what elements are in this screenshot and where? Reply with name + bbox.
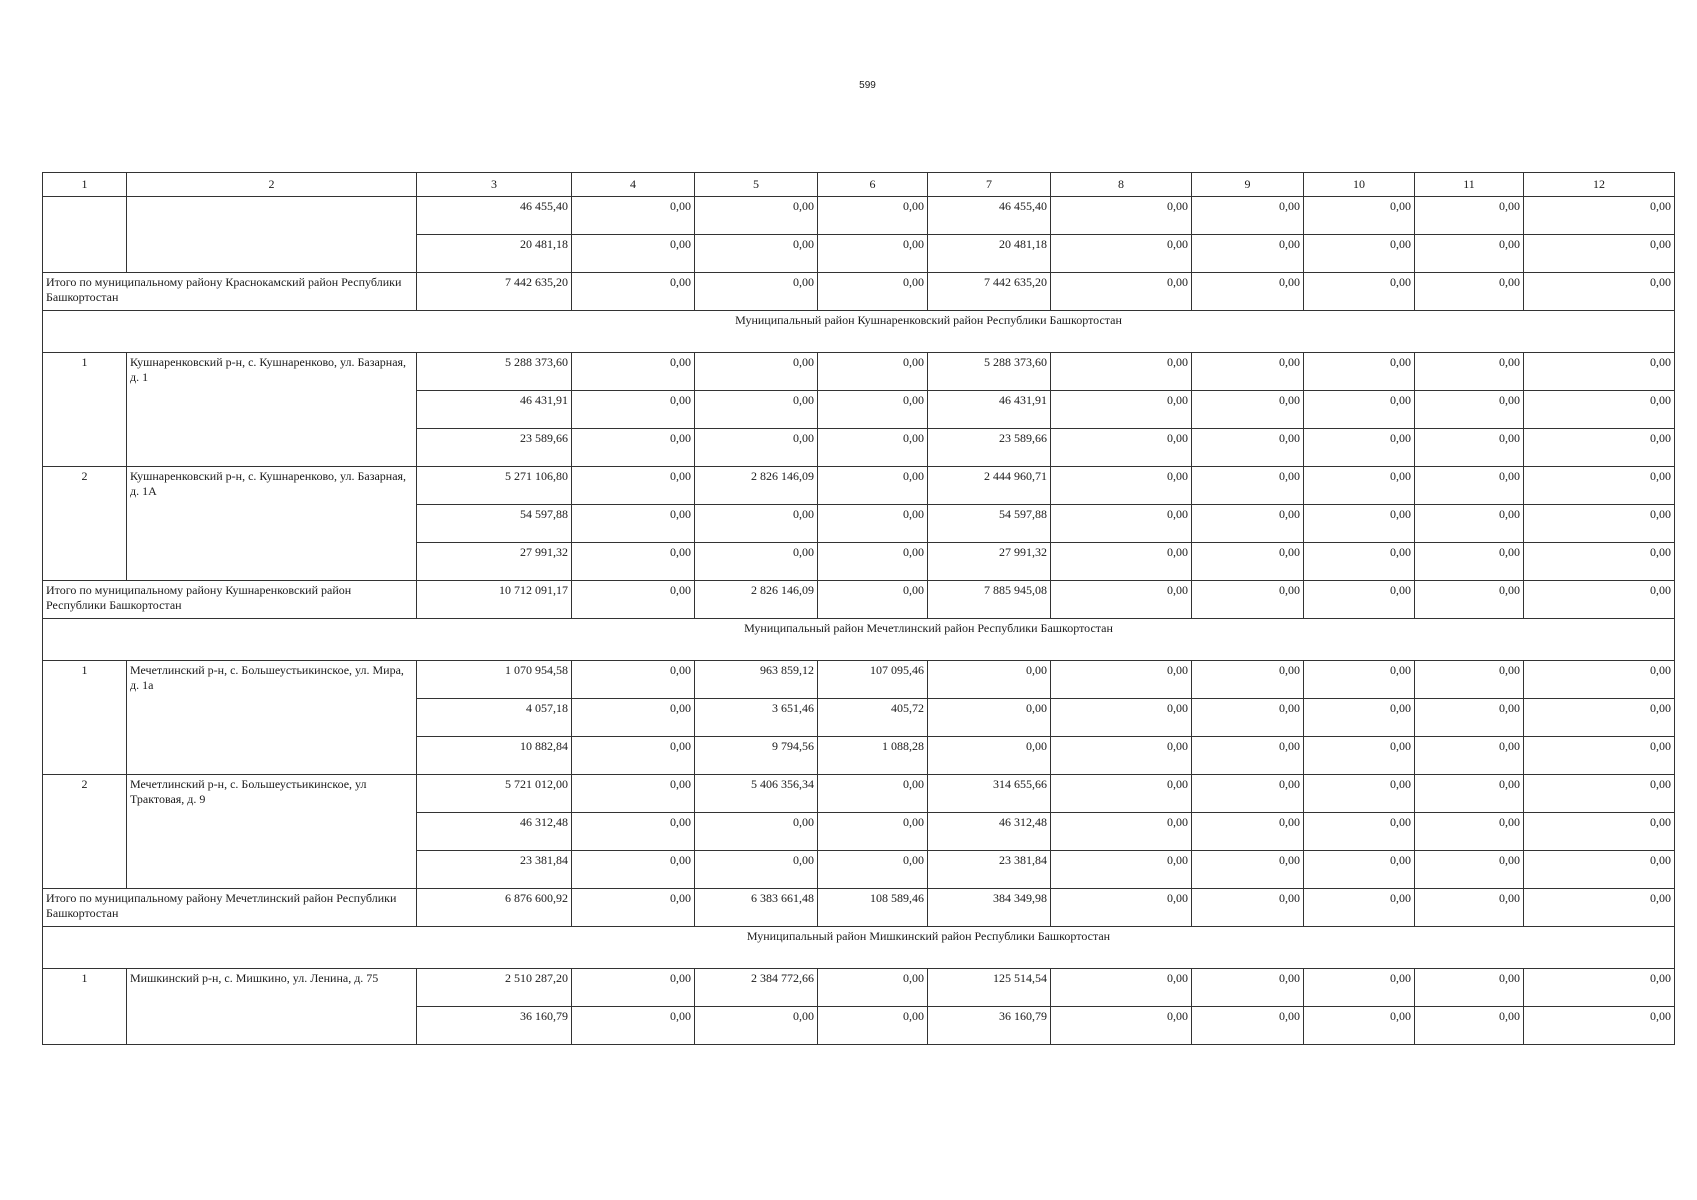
row-address: Кушнаренковский р-н, с. Кушнаренково, ул. Базарная, д. 1 xyxy=(127,353,417,467)
column-header: 6 xyxy=(818,173,928,197)
section-label: Муниципальный район Кушнаренковский район Республики Башкортостан xyxy=(735,313,1122,327)
table-cell: 0,00 xyxy=(1304,775,1415,813)
table-cell: 0,00 xyxy=(1524,969,1675,1007)
table-cell: 0,00 xyxy=(1304,467,1415,505)
table-cell: 0,00 xyxy=(1304,699,1415,737)
table-cell: 0,00 xyxy=(695,197,818,235)
table-cell: 0,00 xyxy=(695,429,818,467)
table-cell: 0,00 xyxy=(1304,889,1415,927)
table-cell: 0,00 xyxy=(1051,1007,1192,1045)
table-cell: 2 826 146,09 xyxy=(695,581,818,619)
section-row xyxy=(43,311,1675,353)
table-cell: 0,00 xyxy=(1524,737,1675,775)
table-cell: 0,00 xyxy=(1524,353,1675,391)
total-label: Итого по муниципальному району Мечетлинский район Республики Башкортостан xyxy=(43,889,417,927)
table-cell: 0,00 xyxy=(1051,813,1192,851)
table-cell: 0,00 xyxy=(1415,505,1524,543)
table-cell: 0,00 xyxy=(818,851,928,889)
column-header: 4 xyxy=(572,173,695,197)
table-cell: 0,00 xyxy=(1051,505,1192,543)
table-cell: 0,00 xyxy=(1051,429,1192,467)
section-label: Муниципальный район Мечетлинский район Республики Башкортостан xyxy=(744,621,1113,635)
table-cell: 6 383 661,48 xyxy=(695,889,818,927)
table-cell: 0,00 xyxy=(1304,969,1415,1007)
table-cell: 0,00 xyxy=(1051,235,1192,273)
table-cell: 46 431,91 xyxy=(928,391,1051,429)
table-cell: 107 095,46 xyxy=(818,661,928,699)
column-header: 9 xyxy=(1192,173,1304,197)
table-cell: 0,00 xyxy=(1192,197,1304,235)
table-cell: 0,00 xyxy=(695,543,818,581)
table-cell: 0,00 xyxy=(572,353,695,391)
row-address: Мишкинский р-н, с. Мишкино, ул. Ленина, д. 75 xyxy=(127,969,417,1045)
table-cell: 0,00 xyxy=(1415,661,1524,699)
table-cell: 0,00 xyxy=(1192,505,1304,543)
table-cell: 0,00 xyxy=(1192,391,1304,429)
table-cell: 0,00 xyxy=(572,813,695,851)
section-label: Муниципальный район Мишкинский район Республики Башкортостан xyxy=(746,929,1111,943)
table-cell: 0,00 xyxy=(1415,235,1524,273)
table-cell: 0,00 xyxy=(1304,813,1415,851)
table-cell: 0,00 xyxy=(1192,969,1304,1007)
table-cell: 0,00 xyxy=(1524,505,1675,543)
table-cell: 0,00 xyxy=(1304,661,1415,699)
table-cell: 0,00 xyxy=(695,391,818,429)
table-cell: 2 444 960,71 xyxy=(928,467,1051,505)
table-cell: 0,00 xyxy=(1524,391,1675,429)
table-cell: 0,00 xyxy=(572,889,695,927)
table-cell: 0,00 xyxy=(572,391,695,429)
table-cell: 0,00 xyxy=(1415,353,1524,391)
section-title xyxy=(43,311,1675,353)
table-cell: 0,00 xyxy=(818,391,928,429)
total-label: Итого по муниципальному району Краснокамский район Республики Башкортостан xyxy=(43,273,417,311)
column-header: 3 xyxy=(417,173,572,197)
table-cell: 1 088,28 xyxy=(818,737,928,775)
table-cell: 0,00 xyxy=(1524,467,1675,505)
table-cell: 10 882,84 xyxy=(417,737,572,775)
table-cell: 0,00 xyxy=(818,429,928,467)
table-cell: 0,00 xyxy=(695,813,818,851)
table-cell: 0,00 xyxy=(1051,699,1192,737)
table-cell: 46 455,40 xyxy=(928,197,1051,235)
table-cell: 0,00 xyxy=(1192,661,1304,699)
table-cell: 5 271 106,80 xyxy=(417,467,572,505)
table-cell: 0,00 xyxy=(1051,197,1192,235)
table-cell: 0,00 xyxy=(1192,889,1304,927)
table-cell: 0,00 xyxy=(1415,1007,1524,1045)
table-cell: 0,00 xyxy=(818,581,928,619)
table-cell: 0,00 xyxy=(695,235,818,273)
row-index: 2 xyxy=(43,467,127,581)
table-cell: 0,00 xyxy=(572,467,695,505)
table-cell: 0,00 xyxy=(1304,505,1415,543)
table-cell: 0,00 xyxy=(1524,813,1675,851)
table-cell: 0,00 xyxy=(1192,1007,1304,1045)
table-cell: 0,00 xyxy=(1192,353,1304,391)
table-cell: 0,00 xyxy=(572,661,695,699)
table-cell: 20 481,18 xyxy=(928,235,1051,273)
table-cell: 0,00 xyxy=(1051,889,1192,927)
table-cell: 0,00 xyxy=(1524,889,1675,927)
table-cell: 0,00 xyxy=(1304,543,1415,581)
table-cell: 0,00 xyxy=(1524,1007,1675,1045)
table-cell: 5 406 356,34 xyxy=(695,775,818,813)
table-cell: 0,00 xyxy=(572,273,695,311)
table-cell: 0,00 xyxy=(1192,737,1304,775)
table-cell: 0,00 xyxy=(572,699,695,737)
table-row xyxy=(43,467,1675,505)
table-cell: 0,00 xyxy=(818,775,928,813)
table-cell: 0,00 xyxy=(1051,273,1192,311)
table-cell: 2 826 146,09 xyxy=(695,467,818,505)
table-cell: 0,00 xyxy=(818,197,928,235)
table-cell: 108 589,46 xyxy=(818,889,928,927)
table-cell: 0,00 xyxy=(1304,737,1415,775)
table-cell: 0,00 xyxy=(928,737,1051,775)
table-cell: 23 381,84 xyxy=(417,851,572,889)
table-cell: 0,00 xyxy=(1304,429,1415,467)
table-cell: 0,00 xyxy=(818,543,928,581)
table-cell: 0,00 xyxy=(1524,775,1675,813)
table-cell: 0,00 xyxy=(1051,737,1192,775)
table-cell: 1 070 954,58 xyxy=(417,661,572,699)
table-cell: 0,00 xyxy=(818,505,928,543)
table-cell: 0,00 xyxy=(572,775,695,813)
table-cell: 0,00 xyxy=(1304,197,1415,235)
column-header: 8 xyxy=(1051,173,1192,197)
table-cell: 36 160,79 xyxy=(928,1007,1051,1045)
table-cell: 0,00 xyxy=(1304,1007,1415,1045)
table-cell: 0,00 xyxy=(572,851,695,889)
table-cell: 0,00 xyxy=(1415,889,1524,927)
data-table xyxy=(42,172,1675,1045)
table-cell: 0,00 xyxy=(1415,851,1524,889)
table-cell: 5 288 373,60 xyxy=(417,353,572,391)
column-header: 5 xyxy=(695,173,818,197)
table-cell: 0,00 xyxy=(695,1007,818,1045)
total-row xyxy=(43,889,1675,927)
table-cell: 0,00 xyxy=(572,737,695,775)
section-row xyxy=(43,619,1675,661)
table-cell: 9 794,56 xyxy=(695,737,818,775)
table-cell: 963 859,12 xyxy=(695,661,818,699)
table-cell: 0,00 xyxy=(1304,391,1415,429)
table-row xyxy=(43,353,1675,391)
table-cell: 0,00 xyxy=(818,353,928,391)
row-index: 1 xyxy=(43,969,127,1045)
row-address: Мечетлинский р-н, с. Большеустьикинское, ул. Мира, д. 1а xyxy=(127,661,417,775)
table-cell: 6 876 600,92 xyxy=(417,889,572,927)
table-cell: 20 481,18 xyxy=(417,235,572,273)
table-cell: 0,00 xyxy=(1051,467,1192,505)
table-cell: 0,00 xyxy=(572,581,695,619)
table-cell: 0,00 xyxy=(1524,581,1675,619)
table-cell: 0,00 xyxy=(1415,273,1524,311)
table-cell: 0,00 xyxy=(1051,775,1192,813)
table-cell: 5 721 012,00 xyxy=(417,775,572,813)
table-cell: 0,00 xyxy=(1524,197,1675,235)
table-cell: 0,00 xyxy=(572,1007,695,1045)
table-cell: 0,00 xyxy=(1415,775,1524,813)
table-cell: 0,00 xyxy=(1192,581,1304,619)
table-cell: 0,00 xyxy=(1192,699,1304,737)
table-cell: 10 712 091,17 xyxy=(417,581,572,619)
table-cell: 0,00 xyxy=(1415,969,1524,1007)
table-cell: 0,00 xyxy=(1415,699,1524,737)
row-index: 1 xyxy=(43,353,127,467)
table-cell: 46 455,40 xyxy=(417,197,572,235)
table-cell: 0,00 xyxy=(818,969,928,1007)
table-cell: 0,00 xyxy=(572,429,695,467)
column-header: 12 xyxy=(1524,173,1675,197)
table-row xyxy=(43,197,1675,235)
row-address xyxy=(127,197,417,273)
table-cell: 23 589,66 xyxy=(417,429,572,467)
column-header: 10 xyxy=(1304,173,1415,197)
table-cell: 4 057,18 xyxy=(417,699,572,737)
table-cell: 0,00 xyxy=(928,699,1051,737)
table-cell: 125 514,54 xyxy=(928,969,1051,1007)
table-cell: 0,00 xyxy=(572,197,695,235)
table-cell: 0,00 xyxy=(695,505,818,543)
table-cell: 0,00 xyxy=(1051,851,1192,889)
table-cell: 384 349,98 xyxy=(928,889,1051,927)
table-cell: 0,00 xyxy=(1192,851,1304,889)
table-cell: 0,00 xyxy=(1524,699,1675,737)
table-cell: 27 991,32 xyxy=(417,543,572,581)
row-index: 2 xyxy=(43,775,127,889)
table-cell: 0,00 xyxy=(1192,235,1304,273)
table-cell: 0,00 xyxy=(572,969,695,1007)
total-row xyxy=(43,273,1675,311)
table-cell: 0,00 xyxy=(1304,353,1415,391)
table-cell: 0,00 xyxy=(1304,581,1415,619)
table-cell: 0,00 xyxy=(1524,661,1675,699)
total-row xyxy=(43,581,1675,619)
table-cell: 54 597,88 xyxy=(417,505,572,543)
table-cell: 0,00 xyxy=(1192,775,1304,813)
table-cell: 0,00 xyxy=(1415,467,1524,505)
table-cell: 0,00 xyxy=(1192,813,1304,851)
section-row xyxy=(43,927,1675,969)
table-cell: 0,00 xyxy=(1304,273,1415,311)
table-cell: 0,00 xyxy=(1524,851,1675,889)
table-cell: 0,00 xyxy=(572,505,695,543)
table-cell: 0,00 xyxy=(1415,813,1524,851)
table-cell: 0,00 xyxy=(1524,273,1675,311)
table-cell: 0,00 xyxy=(1051,581,1192,619)
table-cell: 0,00 xyxy=(1415,391,1524,429)
table-cell: 46 431,91 xyxy=(417,391,572,429)
table-cell: 7 885 945,08 xyxy=(928,581,1051,619)
table-cell: 0,00 xyxy=(818,813,928,851)
table-cell: 0,00 xyxy=(1051,661,1192,699)
table-cell: 0,00 xyxy=(1524,429,1675,467)
table-cell: 0,00 xyxy=(1051,969,1192,1007)
table-cell: 5 288 373,60 xyxy=(928,353,1051,391)
table-cell: 3 651,46 xyxy=(695,699,818,737)
table-cell: 0,00 xyxy=(695,851,818,889)
column-header: 2 xyxy=(127,173,417,197)
table-cell: 0,00 xyxy=(1051,391,1192,429)
table-cell: 27 991,32 xyxy=(928,543,1051,581)
header-row xyxy=(43,173,1675,197)
table-cell: 23 589,66 xyxy=(928,429,1051,467)
table-cell: 0,00 xyxy=(1524,543,1675,581)
table-cell: 54 597,88 xyxy=(928,505,1051,543)
table-cell: 0,00 xyxy=(818,1007,928,1045)
total-label: Итого по муниципальному району Кушнаренковский район Республики Башкортостан xyxy=(43,581,417,619)
table-cell: 0,00 xyxy=(1524,235,1675,273)
table-cell: 0,00 xyxy=(1415,197,1524,235)
table-cell: 0,00 xyxy=(695,273,818,311)
row-index xyxy=(43,197,127,273)
table-row xyxy=(43,661,1675,699)
page-number: 599 xyxy=(859,80,876,91)
table-cell: 0,00 xyxy=(1192,273,1304,311)
table-cell: 0,00 xyxy=(695,353,818,391)
table-cell: 0,00 xyxy=(1192,429,1304,467)
table-cell: 36 160,79 xyxy=(417,1007,572,1045)
table-cell: 7 442 635,20 xyxy=(928,273,1051,311)
table-cell: 7 442 635,20 xyxy=(417,273,572,311)
table-cell: 0,00 xyxy=(818,467,928,505)
table-cell: 2 384 772,66 xyxy=(695,969,818,1007)
table-cell: 0,00 xyxy=(1192,543,1304,581)
table-cell: 0,00 xyxy=(1304,235,1415,273)
table-cell: 2 510 287,20 xyxy=(417,969,572,1007)
table-cell: 0,00 xyxy=(1415,581,1524,619)
row-index: 1 xyxy=(43,661,127,775)
table-cell: 314 655,66 xyxy=(928,775,1051,813)
section-title xyxy=(43,927,1675,969)
table-cell: 405,72 xyxy=(818,699,928,737)
section-title xyxy=(43,619,1675,661)
table-cell: 0,00 xyxy=(1415,737,1524,775)
table-row xyxy=(43,775,1675,813)
table-cell: 0,00 xyxy=(1192,467,1304,505)
table-cell: 23 381,84 xyxy=(928,851,1051,889)
table-cell: 46 312,48 xyxy=(417,813,572,851)
table-cell: 0,00 xyxy=(1051,543,1192,581)
column-header: 11 xyxy=(1415,173,1524,197)
table-cell: 0,00 xyxy=(572,543,695,581)
table-cell: 0,00 xyxy=(1415,543,1524,581)
table-row xyxy=(43,969,1675,1007)
row-address: Кушнаренковский р-н, с. Кушнаренково, ул. Базарная, д. 1А xyxy=(127,467,417,581)
table-cell: 46 312,48 xyxy=(928,813,1051,851)
column-header: 7 xyxy=(928,173,1051,197)
table-cell: 0,00 xyxy=(818,235,928,273)
table-cell: 0,00 xyxy=(928,661,1051,699)
row-address: Мечетлинский р-н, с. Большеустьикинское, ул Трактовая, д. 9 xyxy=(127,775,417,889)
table-cell: 0,00 xyxy=(1304,851,1415,889)
table-cell: 0,00 xyxy=(1415,429,1524,467)
table-cell: 0,00 xyxy=(572,235,695,273)
column-header: 1 xyxy=(43,173,127,197)
table-cell: 0,00 xyxy=(818,273,928,311)
table-cell: 0,00 xyxy=(1051,353,1192,391)
